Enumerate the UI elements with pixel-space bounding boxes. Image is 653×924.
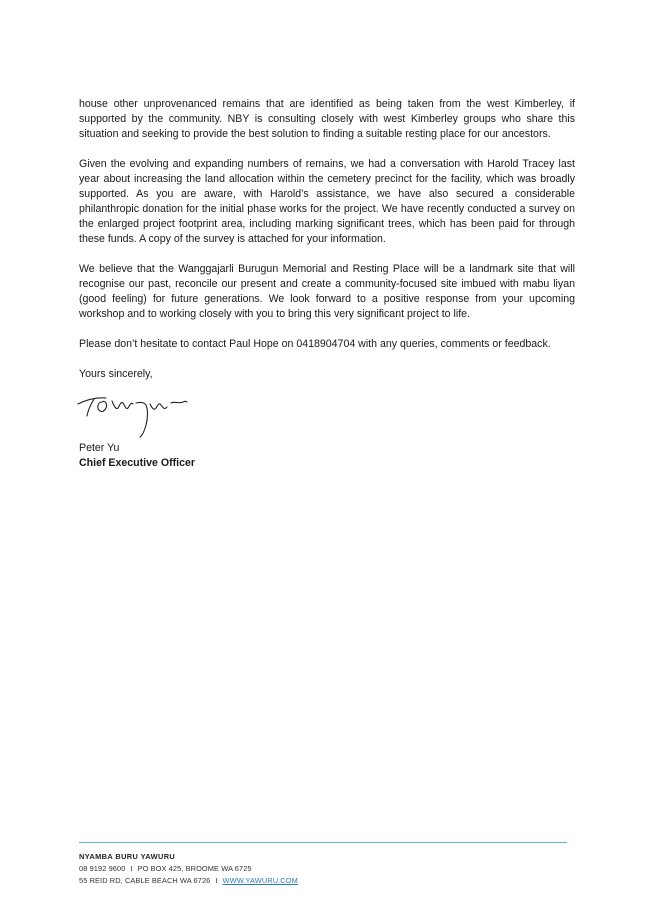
footer-contact-line bbox=[79, 863, 298, 875]
footer-address-line bbox=[79, 875, 298, 887]
footer-divider bbox=[79, 842, 567, 843]
signatory-title: Chief Executive Officer bbox=[79, 457, 195, 469]
paragraph-contact: Please don’t hesitate to contact Paul Hope on 0418904704 with any queries, comments or feedback. bbox=[79, 338, 551, 350]
paragraph-land-allocation: Given the evolving and expanding numbers of remains, we had a conversation with Harold Tracey last year about increasing the land allocation within the cemetery precinct for the facility, which was broadly supported. As you are aware, with Harold’s assistance, we have also secured a considerable philanthropic donation for the initial phase works for the project. We have recently conducted a survey on the enlarged project footprint area, including marking significant trees, which has been paid for through these funds. A copy of the survey is attached for your information. bbox=[79, 158, 575, 245]
paragraph-landmark-site: We believe that the Wanggajarli Burugun Memorial and Resting Place will be a landmark site that will recognise our past, reconcile our present and create a community-focused site imbued with mabu liyan (good feeling) for future generations. We look forward to a positive response from your upcoming workshop and to working closely with you to bring this very significant project to life. bbox=[79, 263, 575, 320]
signatory-name: Peter Yu bbox=[79, 442, 120, 454]
footer-phone: 08 9192 9600 bbox=[79, 864, 126, 873]
footer-street: 55 REID RD, CABLE BEACH WA 6726 bbox=[79, 876, 211, 885]
paragraph-remains: house other unprovenanced remains that are identified as being taken from the west Kimberley, if supported by the community. NBY is consulting closely with west Kimberley groups who share this situation and seeking to provide the best solution to finding a suitable resting place for our ancestors. bbox=[79, 98, 575, 140]
footer-separator: I bbox=[130, 864, 133, 873]
footer-separator: I bbox=[215, 876, 218, 885]
footer-website-link[interactable]: WWW.YAWURU.COM bbox=[222, 876, 298, 885]
footer-po-box: PO BOX 425, BROOME WA 6725 bbox=[137, 864, 252, 873]
closing-salutation: Yours sincerely, bbox=[79, 368, 153, 380]
letter-body bbox=[79, 97, 575, 397]
letterhead-footer bbox=[79, 851, 298, 887]
footer-organisation: NYAMBA BURU YAWURU bbox=[79, 852, 176, 861]
handwritten-signature bbox=[76, 388, 188, 440]
